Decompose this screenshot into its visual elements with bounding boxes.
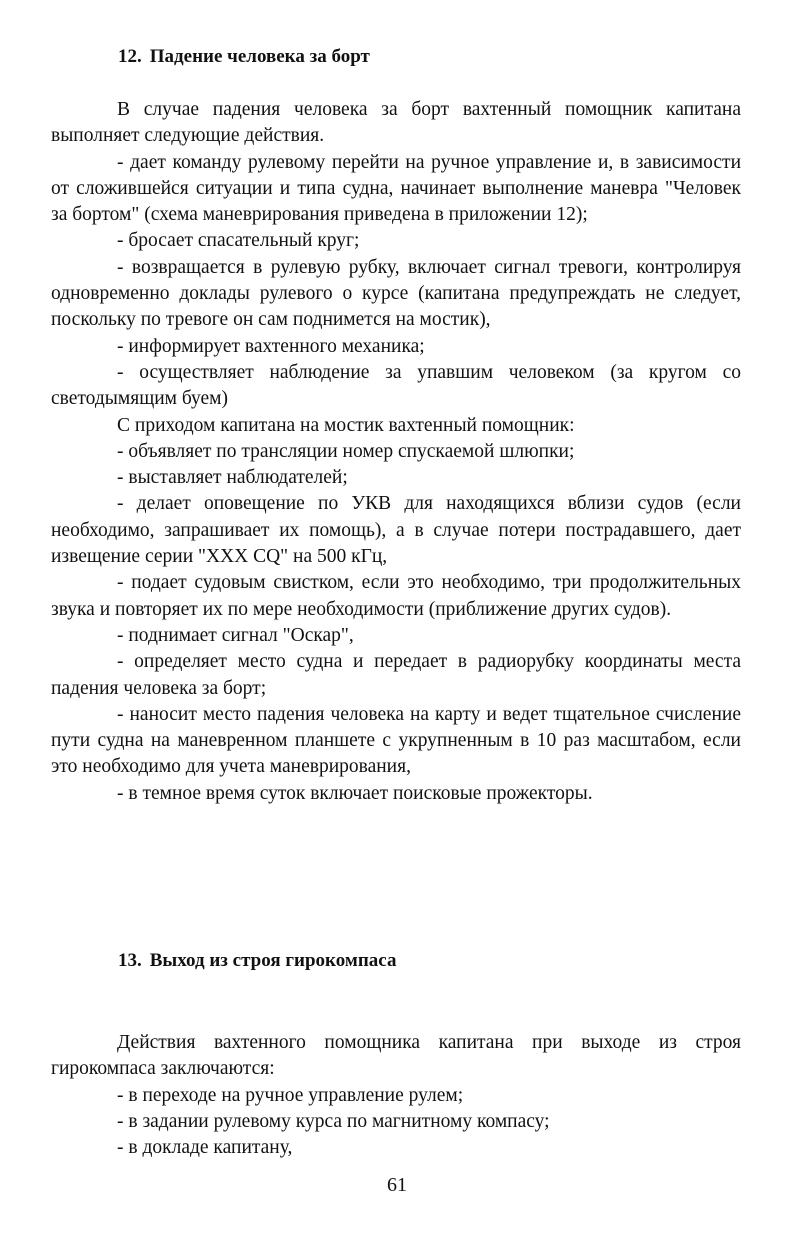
- section-12-heading: [118, 44, 370, 70]
- paragraph: - в докладе капитану,: [117, 1137, 293, 1159]
- section-13-body: [51, 1030, 741, 1161]
- section-13-heading: [118, 948, 396, 974]
- paragraph: - информирует вахтенного механика;: [117, 335, 425, 357]
- section-12-body: [51, 97, 741, 807]
- paragraph: - дает команду рулевому перейти на ручное управление и, в зависимости от сложившейся ситуации и типа судна, начинает выполнение маневра "Человек за бортом" (схема маневрирования приведена в приложении 12);: [51, 151, 741, 226]
- paragraph: С приходом капитана на мостик вахтенный помощник:: [117, 414, 575, 436]
- section-13-number: 13.: [118, 950, 142, 971]
- paragraph: - определяет место судна и передает в радиорубку координаты места падения человека за борт;: [51, 651, 741, 699]
- page-number: 61: [387, 1174, 407, 1196]
- paragraph: - объявляет по трансляции номер спускаемой шлюпки;: [117, 440, 575, 462]
- paragraph: - подает судовым свистком, если это необходимо, три продолжительных звука и повторяет их по мере необходимости (приближение других судов).: [51, 572, 741, 620]
- paragraph: - выставляет наблюдателей;: [117, 467, 348, 489]
- section-12-title: Падение человека за борт: [149, 46, 370, 67]
- paragraph: - возвращается в рулевую рубку, включает сигнал тревоги, контролируя одновременно доклады рулевого о курсе (капитана предупреждать не следует, поскольку по тревоге он сам поднимется на мостик),: [51, 256, 741, 331]
- section-13-title: Выход из строя гирокомпаса: [149, 950, 397, 971]
- paragraph: - бросает спасательный круг;: [117, 230, 360, 252]
- paragraph: - в задании рулевому курса по магнитному компасу;: [117, 1110, 550, 1132]
- section-12-number: 12.: [118, 46, 142, 67]
- paragraph: - осуществляет наблюдение за упавшим человеком (за кругом со светодымящим буем): [51, 361, 741, 410]
- paragraph: - делает оповещение по УКВ для находящихся вблизи судов (если необходимо, запрашивает их помощь), а в случае потери пострадавшего, дает извещение серии "XXX CQ" на 500 кГц,: [51, 493, 741, 568]
- paragraph: В случае падения человека за борт вахтенный помощник капитана выполняет следующие действия.: [51, 99, 741, 147]
- paragraph: - в переходе на ручное управление рулем;: [117, 1084, 464, 1106]
- paragraph: - поднимает сигнал "Оскар",: [117, 624, 354, 646]
- paragraph: - в темное время суток включает поисковые прожекторы.: [117, 782, 593, 804]
- paragraph: Действия вахтенного помощника капитана при выходе из строя гирокомпаса заключаются:: [51, 1032, 741, 1080]
- paragraph: - наносит место падения человека на карту и ведет тщательное счисление пути судна на маневренном планшете с укрупненным в 10 раз масштабом, если это необходимо для учета маневрирования,: [51, 703, 741, 778]
